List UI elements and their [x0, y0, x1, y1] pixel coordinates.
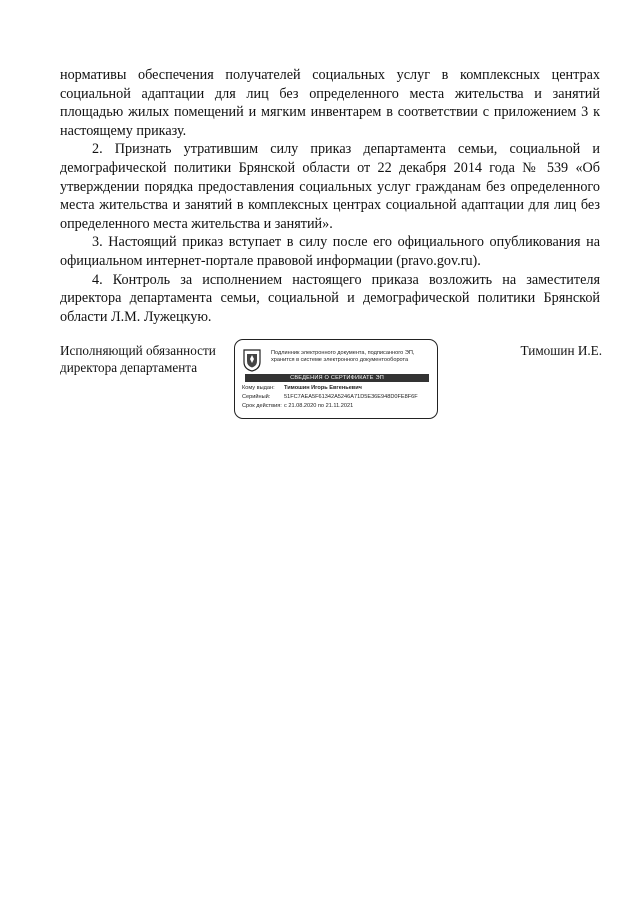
paragraph-2: 2. Признать утратившим силу приказ департамента семьи, социальной и демографической политики Брянской области от 22 декабря 2014 года № 539 «Об утверждении порядка предоставления социальных услуг гражданам без определенного места жительства и занятий в комплексных центрах социальной адаптации для лиц без определенного места жительства и занятий». [60, 141, 600, 232]
stamp-caption-line1: Подлинник электронного документа, подписанного ЭП, [271, 350, 415, 356]
paragraph-continuation: нормативы обеспечения получателей социальных услуг в комплексных центрах социальной адаптации для лиц без определенного места жительства и занятий площадью жилых помещений и мягким инвентарем в соответствии с приложением 3 к настоящему приказу. [60, 67, 600, 139]
coat-of-arms-icon [242, 348, 262, 372]
stamp-serial-value: 51FC7AEA5F61342A5246A71D5E36E948D0FE8F6F [284, 394, 418, 400]
signatory-position [60, 343, 216, 377]
stamp-validity-label: Срок действия: [242, 403, 282, 409]
signatory-position-line2: директора департамента [60, 359, 198, 375]
stamp-owner-row [242, 384, 362, 392]
stamp-serial-label: Серийный: [242, 394, 271, 400]
electronic-signature-stamp [234, 339, 438, 419]
stamp-caption-line2: хранится в системе электронного документооборота [271, 357, 409, 363]
paragraph-4: 4. Контроль за исполнением настоящего приказа возложить на заместителя директора департамента семьи, социальной и демографической политики Брянской области Л.М. Лужецкую. [60, 271, 600, 325]
stamp-owner-label: Кому выдан: [242, 385, 275, 391]
signatory-position-line1: Исполняющий обязанности [60, 343, 216, 358]
stamp-owner-value: Тимошин Игорь Евгеньевич [284, 385, 362, 391]
document-body [60, 66, 600, 326]
paragraph-3: 3. Настоящий приказ вступает в силу после его официального опубликования на официальном интернет-портале правовой информации (pravo.gov.ru). [60, 234, 600, 269]
stamp-header: СВЕДЕНИЯ О СЕРТИФИКАТЕ ЭП [245, 374, 429, 382]
stamp-serial-row [242, 393, 418, 401]
stamp-caption [271, 350, 435, 364]
stamp-validity-value: с 21.08.2020 по 21.11.2021 [284, 403, 354, 409]
signatory-name: Тимошин И.Е. [520, 343, 602, 358]
stamp-validity-row [242, 402, 353, 410]
